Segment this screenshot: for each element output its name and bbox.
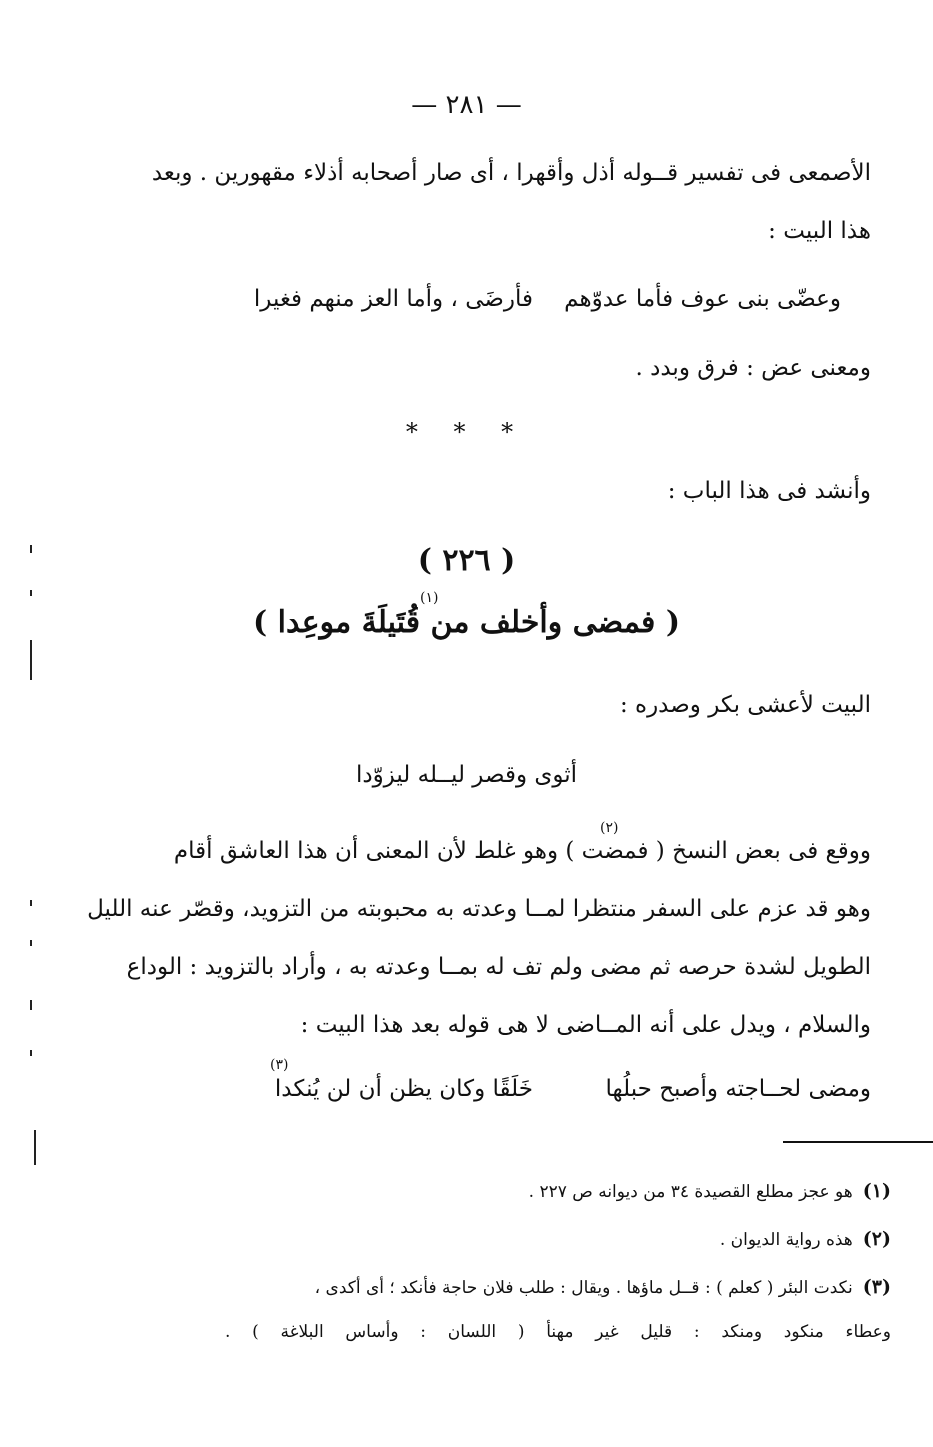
verse-3-first-hemistich: ومضى لحــاجته وأصبح حبلُها <box>605 1076 871 1102</box>
text-line-5: البيت لأعشى بكر وصدره : <box>619 692 871 718</box>
paragraph-line-4: والسلام ، ويدل على أنه المــاضى لا هى قوله بعد هذا البيت : <box>300 1012 871 1038</box>
footnote-3-number: (٣) <box>862 1276 891 1298</box>
entry-number: ( ٢٢٦ ) <box>417 543 516 578</box>
scan-margin-marks <box>0 0 60 1447</box>
footnote-3-text: نكدت البئر ( كعلم ) : قــل ماؤها . ويقال : طلب فلان حاجة فأنكد ؛ أى أكدى ، <box>314 1278 853 1298</box>
footnote-1 <box>529 1180 891 1202</box>
footnote-separator <box>783 1141 933 1143</box>
footnote-2-number: (٢) <box>862 1228 891 1250</box>
verse-3-second-hemistich: خَلَقًا وكان يظن أن لن يُنكدا <box>274 1076 533 1102</box>
verse-2: أثوى وقصر ليــله ليزوّدا <box>355 762 578 788</box>
footnote-2-text: هذه رواية الديوان . <box>719 1230 853 1250</box>
verse-3-footnote-marker: (٣) <box>270 1057 289 1073</box>
paragraph-line-1: ووقع فى بعض النسخ ( فمضت ) وهو غلط لأن المعنى أن هذا العاشق أقام <box>173 838 871 864</box>
verse-1-second-hemistich: فأرضَى ، وأما العز منهم فغيرا <box>253 286 533 312</box>
text-line-1: الأصمعى فى تفسير قــوله أذل وأقهرا ، أى صار أصحابه أذلاء مقهورين . وبعد <box>151 160 871 186</box>
paragraph-line-2: وهو قد عزم على السفر منتظرا لمــا وعدته به محبوبته من التزويد، وقصّر عنه الليل <box>87 896 871 922</box>
verse-1-first-hemistich: وعضّى بنى عوف فأما عدوّهم <box>564 286 841 312</box>
section-divider-stars: * * * <box>405 418 528 446</box>
footnote-3-continuation: وعطاء منكود ومنكد : قليل غير مهنأ ( اللسان : وأساس البلاغة ) . <box>225 1322 891 1342</box>
footnote-1-text: هو عجز مطلع القصيدة ٣٤ من ديوانه ص ٢٢٧ . <box>528 1182 853 1202</box>
text-line-4: وأنشد فى هذا الباب : <box>667 478 871 504</box>
paragraph-line-3: الطويل لشدة حرصه ثم مضى ولم تف له بمــا وعدته به ، وأراد بالتزويد : الوداع <box>126 954 871 980</box>
entry-title: ( فمضى وأخلف من قُتَيلَةَ موعِدا ) <box>252 605 681 640</box>
para-1-footnote-marker: (٢) <box>600 820 619 836</box>
footnote-1-number: (١) <box>862 1180 891 1202</box>
entry-title-footnote-marker: (١) <box>420 590 439 606</box>
page-number: — ٢٨١ — <box>411 90 522 120</box>
text-line-2: هذا البيت : <box>768 218 871 244</box>
footnote-2 <box>720 1228 891 1250</box>
text-line-3: ومعنى عض : فرق وبدد . <box>635 355 871 381</box>
footnote-3 <box>315 1276 891 1298</box>
